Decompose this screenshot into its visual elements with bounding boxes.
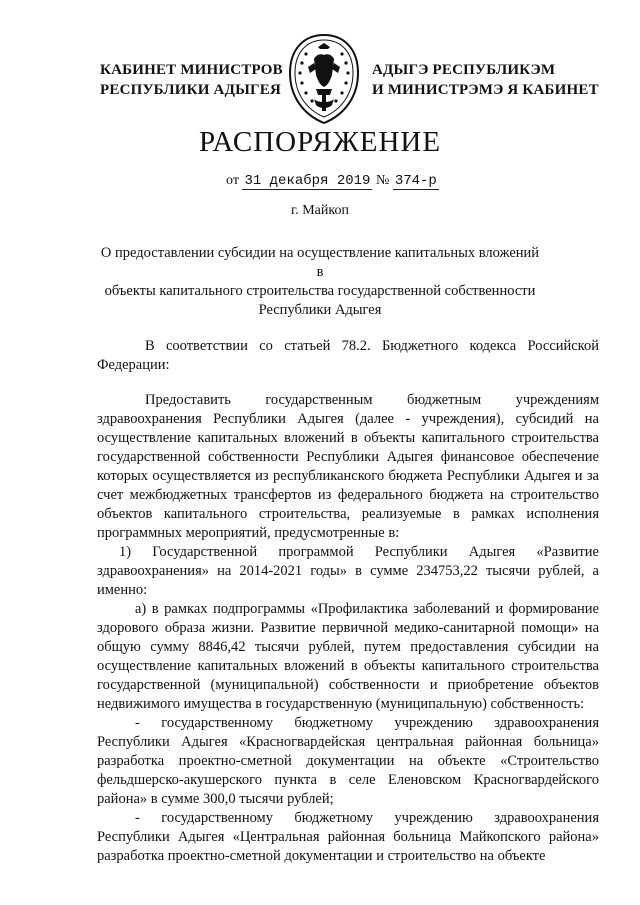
city: г. Майкоп: [291, 203, 349, 218]
issuer-line-1-adyghe: АДЫГЭ РЕСПУБЛИКЭМ: [372, 62, 556, 78]
issuer-line-2-adyghe: И МИНИСТРЭМЭ Я КАБИНЕТ: [372, 82, 599, 98]
adygea-coat-of-arms-icon: [284, 33, 364, 125]
document-title: РАСПОРЯЖЕНИЕ: [198, 126, 442, 158]
issuer-name-adyghe: [372, 60, 599, 100]
date-prefix: от: [226, 173, 239, 188]
paragraph-legal-basis: В соответствии со статьей 78.2. Бюджетного кодекса Российской Федерации:: [97, 338, 599, 373]
paragraph-main-order: Предоставить государственным бюджетным учреждениям здравоохранения Республики Адыгея (далее - учреждения), субсидий на осуществление капитальных вложений в объекты капитального строительства государственной собственности Республики Адыгея финансовое обеспечение которых осуществляется из республиканского бюджета Республики Адыгея и за счет межбюджетных трансфертов из федерального бюджета на строительство объектов капитального строительства, реализуемые в рамках исполнения программных мероприятий, предусмотренные в:: [97, 392, 599, 541]
subject-line-3: Республики Адыгея: [258, 302, 382, 318]
number-value: 374-р: [394, 173, 437, 189]
issuer-name-russian: [100, 60, 283, 100]
date-number-line: [226, 173, 439, 189]
document-subject: [100, 244, 540, 320]
paragraph-subprogram-a: а) в рамках подпрограммы «Профилактика заболеваний и формирование здорового образа жизни. Развитие первичной медико-санитарной помощи» на общую сумму 8846,42 тысячи рублей, путем предоставления субсидии на осуществление капитальных вложений в объекты капитального строительства государственной (муниципальной) собственности и приобретение объектов недвижимого имущества в государственную (муниципальную) собственность:: [97, 601, 599, 712]
paragraph-program-item-1: 1) Государственной программой Республики Адыгея «Развитие здравоохранения» на 2014-2021 годы» в сумме 234753,22 тысячи рублей, а именно:: [97, 544, 599, 598]
number-prefix: №: [375, 173, 390, 188]
issuer-line-1: КАБИНЕТ МИНИСТРОВ: [100, 62, 283, 78]
subject-line-2: объекты капитального строительства государственной собственности: [104, 283, 536, 299]
subject-line-1: О предоставлении субсидии на осуществление капитальных вложений в: [100, 245, 540, 280]
paragraph-recipient-1: - государственному бюджетному учреждению здравоохранения Республики Адыгея «Красногвардейская центральная районная больница» разработка проектно-сметной документации на объекте «Строительство фельдшерско-акушерского пункта в селе Еленовском Красногвардейского района» в сумме 300,0 тысячи рублей;: [97, 715, 599, 807]
paragraph-recipient-2: - государственному бюджетному учреждению здравоохранения Республики Адыгея «Центральная районная больница Майкопского района» разработка проектно-сметной документации и строительство на объекте: [97, 810, 599, 864]
date-value: 31 декабря 2019: [244, 173, 371, 189]
issuer-line-2: РЕСПУБЛИКИ АДЫГЕЯ: [100, 82, 282, 98]
document-body: [97, 337, 599, 866]
